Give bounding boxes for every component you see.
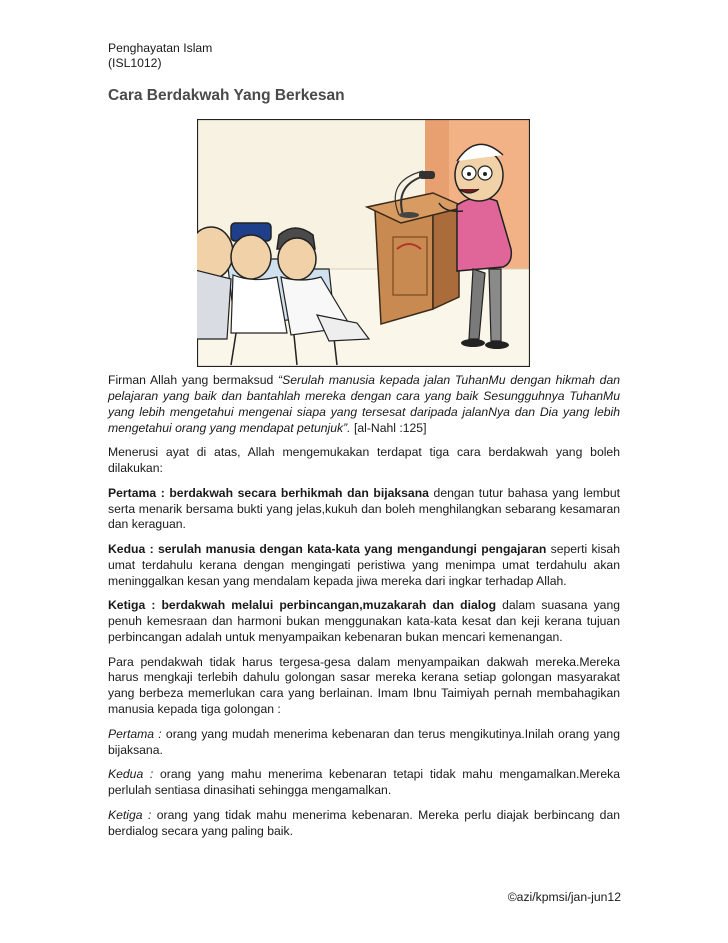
verse-reference: [al-Nahl :125] xyxy=(350,420,427,435)
paragraph-group-3 xyxy=(108,808,620,840)
group-1-label: Pertama : xyxy=(108,726,162,741)
group-2-label: Kedua : xyxy=(108,767,154,782)
paragraph-method-3 xyxy=(108,598,620,646)
paragraph-preachers: Para pendakwah tidak harus tergesa-gesa dalam menyampaikan dakwah mereka.Mereka harus mengkaji terlebih dahulu golongan sasar mereka kerana setiap golongan masyarakat yang berbeza memerlukan cara yang berlainan. Imam Ibnu Taimiyah pernah membahagikan manusia kepada tiga golongan : xyxy=(108,654,620,717)
document-header xyxy=(108,41,212,71)
group-3-label: Ketiga : xyxy=(108,807,152,822)
page-title: Cara Berdakwah Yang Berkesan xyxy=(108,87,345,104)
method-2-heading: Kedua : serulah manusia dengan kata-kata yang mengandungi pengajaran xyxy=(108,541,547,556)
group-3-text: orang yang tidak mahu menerima kebenaran. Mereka perlu diajak berbincang dan berdialog secara yang paling baik. xyxy=(108,807,620,838)
page-footer: ©azi/kpmsi/jan-jun12 xyxy=(507,890,621,904)
method-2-text: seperti kisah umat terdahulu kerana dengan mengingati peristiwa yang menimpa umat terdahulu akan meninggalkan kesan yang mendalam kepada jiwa mereka dari ingkar terhadap Allah. xyxy=(108,541,620,588)
article-body xyxy=(108,373,620,848)
paragraph-intro: Menerusi ayat di atas, Allah mengemukakan terdapat tiga cara berdakwah yang boleh dilakukan: xyxy=(108,445,620,476)
verse-quote: “Serulah manusia kepada jalan TuhanMu dengan hikmah dan pelajaran yang baik dan bantahlah mereka dengan cara yang baik Sesungguhnya TuhanMu yang lebih mengetahui mengenai siapa yang tersesat daripada jalanNya dan Dia yang lebih mengetahui orang yang mendapat petunjuk”. xyxy=(108,373,620,435)
group-1-text: orang yang mudah menerima kebenaran dan terus mengikutinya.Inilah orang yang bijaksana. xyxy=(108,726,620,757)
paragraph-quran-verse xyxy=(108,373,620,437)
method-1-heading: Pertama : berdakwah secara berhikmah dan bijaksana xyxy=(108,485,429,500)
method-3-text: dalam suasana yang penuh kemesraan dan harmoni bukan menggunakan kata-kata kesat dan keji kerana tujuan perbincangan adalah untuk menyampaikan kebenaran bukan mencari kemenangan. xyxy=(108,598,620,645)
method-3-heading: Ketiga : berdakwah melalui perbincangan,muzakarah dan dialog xyxy=(108,598,497,613)
group-2-text: orang yang mahu menerima kebenaran tetapi tidak mahu mengamalkan.Mereka perlulah sentiasa dinasihati sehingga mengamalkan. xyxy=(108,767,621,798)
paragraph-group-1 xyxy=(108,727,620,759)
paragraph-method-2 xyxy=(108,542,620,590)
course-code: (ISL1012) xyxy=(108,56,162,70)
paragraph-group-2 xyxy=(108,767,620,799)
cartoon-illustration xyxy=(197,119,530,367)
paragraph-method-1 xyxy=(108,486,620,534)
course-name: Penghayatan Islam xyxy=(108,41,213,55)
verse-intro: Firman Allah yang bermaksud xyxy=(108,373,279,387)
method-1-text: dengan tutur bahasa yang lembut serta menarik bersama bukti yang jelas,kukuh dan boleh menghilangkan sebarang kesamaran dan keraguan. xyxy=(108,485,620,532)
